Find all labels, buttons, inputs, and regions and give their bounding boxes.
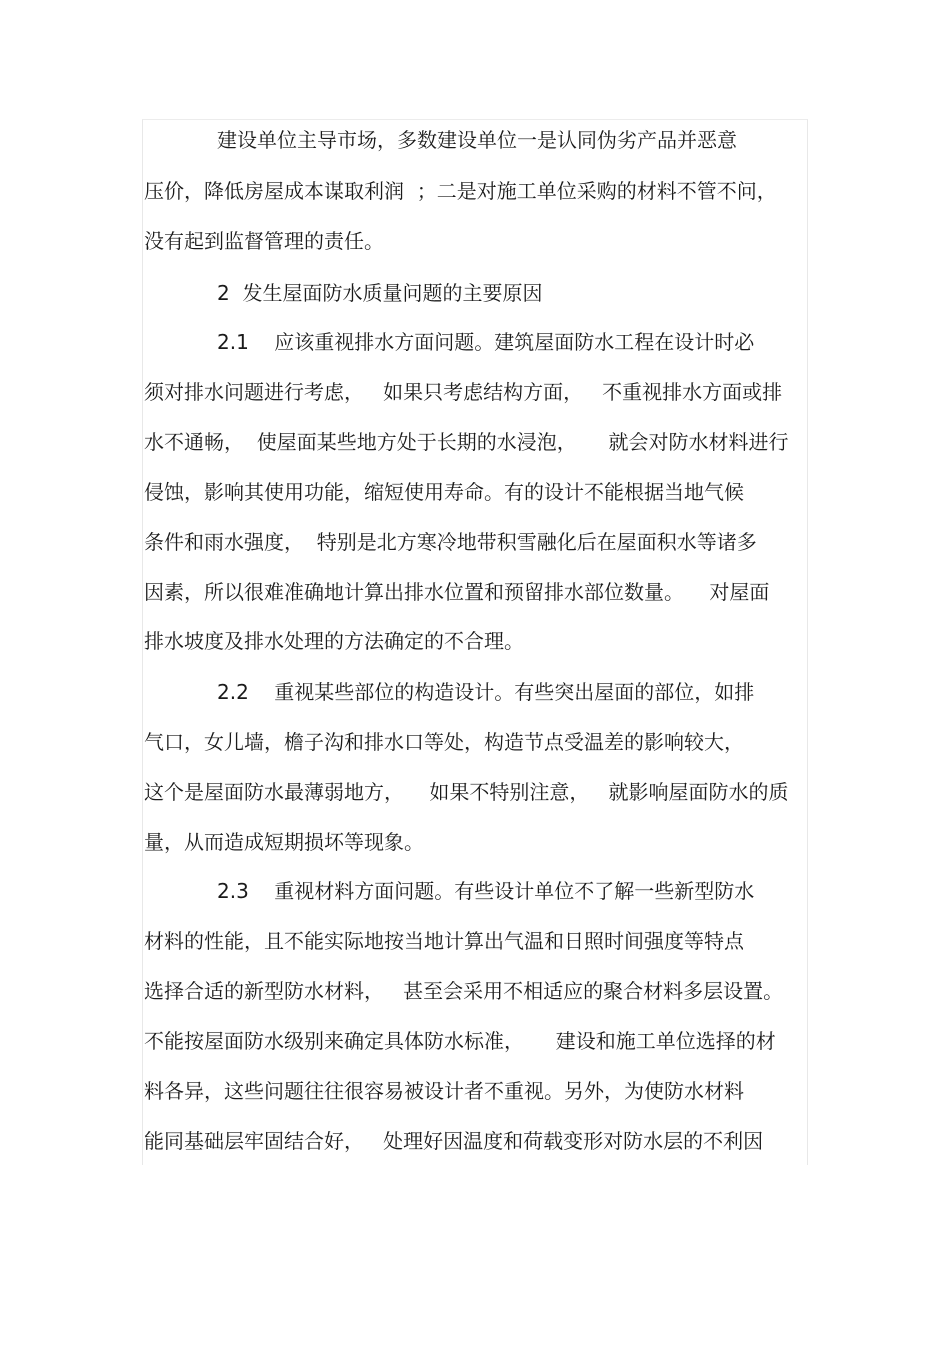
text-line-18: 选择合适的新型防水材料， 甚至会采用不相适应的聚合材料多层设置。 xyxy=(144,979,784,1003)
text-line-9: 条件和雨水强度， 特别是北方寒冷地带积雪融化后在屋面积水等诸多 xyxy=(144,530,757,554)
text-line-6: 须对排水问题进行考虑， 如果只考虑结构方面， 不重视排水方面或排 xyxy=(144,380,783,404)
text-line-15: 量，从而造成短期损坏等现象。 xyxy=(144,830,424,854)
subsection-2-1-line-1: 2.1 应该重视排水方面问题。建筑屋面防水工程在设计时必 xyxy=(217,330,755,354)
text-line-17: 材料的性能，且不能实际地按当地计算出气温和日照时间强度等特点 xyxy=(144,929,744,953)
text-line-1: 建设单位主导市场，多数建设单位一是认同伪劣产品并恶意 xyxy=(217,128,737,152)
text-line-2: 压价，降低房屋成本谋取利润 ；二是对施工单位采购的材料不管不问， xyxy=(144,179,777,203)
text-line-10: 因素，所以很难准确地计算出排水位置和预留排水部位数量。 对屋面 xyxy=(144,580,770,604)
text-line-20: 料各异，这些问题往往很容易被设计者不重视。另外，为使防水材料 xyxy=(144,1079,744,1103)
text-line-21: 能同基础层牢固结合好， 处理好因温度和荷载变形对防水层的不利因 xyxy=(144,1129,764,1153)
text-line-14: 这个是屋面防水最薄弱地方， 如果不特别注意， 就影响屋面防水的质 xyxy=(144,780,789,804)
text-line-7: 水不通畅， 使屋面某些地方处于长期的水浸泡， 就会对防水材料进行 xyxy=(144,430,789,454)
text-line-8: 侵蚀，影响其使用功能，缩短使用寿命。有的设计不能根据当地气候 xyxy=(144,480,744,504)
subsection-2-3-line-1: 2.3 重视材料方面问题。有些设计单位不了解一些新型防水 xyxy=(217,879,755,903)
subsection-2-2-line-1: 2.2 重视某些部位的构造设计。有些突出屋面的部位，如排 xyxy=(217,680,755,704)
text-line-3: 没有起到监督管理的责任。 xyxy=(144,229,384,253)
text-line-13: 气口，女儿墙，檐子沟和排水口等处，构造节点受温差的影响较大， xyxy=(144,730,744,754)
section-heading-2: 2 发生屋面防水质量问题的主要原因 xyxy=(217,281,543,305)
text-line-19: 不能按屋面防水级别来确定具体防水标准， 建设和施工单位选择的材 xyxy=(144,1029,776,1053)
text-line-11: 排水坡度及排水处理的方法确定的不合理。 xyxy=(144,629,524,653)
